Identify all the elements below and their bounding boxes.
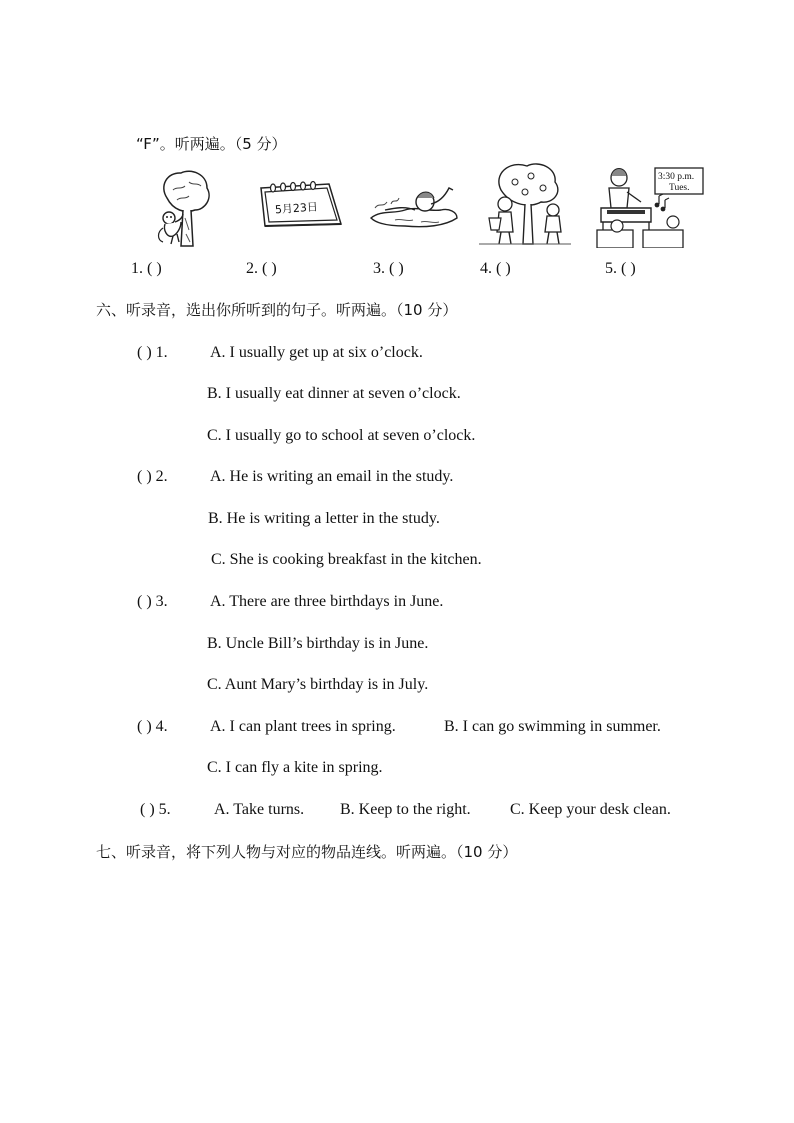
question-5-option-c: C. Keep your desk clean. bbox=[510, 801, 671, 818]
section7-heading: 七、听录音，将下列人物与对应的物品连线。听两遍。（10 分） bbox=[96, 843, 518, 861]
question-5-option-a: A. Take turns. bbox=[214, 801, 305, 818]
question-1-option-b: B. I usually eat dinner at seven o’clock. bbox=[207, 385, 461, 402]
question-2-option-a: A. He is writing an email in the study. bbox=[210, 468, 454, 485]
question-1-option-a: A. I usually get up at six o’clock. bbox=[210, 344, 423, 361]
calendar-date-text: 5月23日 bbox=[274, 200, 319, 217]
picture-answer-2[interactable]: 2. ( ) bbox=[246, 260, 277, 277]
desk-calendar-icon bbox=[255, 180, 343, 230]
picture-5 bbox=[593, 164, 705, 248]
question-3-option-a: A. There are three birthdays in June. bbox=[210, 593, 444, 610]
picture-answer-3[interactable]: 3. ( ) bbox=[373, 260, 404, 277]
picture-3 bbox=[365, 180, 460, 232]
question-4-option-c: C. I can fly a kite in spring. bbox=[207, 759, 383, 776]
picture-answer-4[interactable]: 4. ( ) bbox=[480, 260, 511, 277]
piano-teacher-clock-icon bbox=[593, 164, 705, 248]
question-1-prefix[interactable]: ( ) 1. bbox=[137, 344, 168, 361]
picture-answer-1[interactable]: 1. ( ) bbox=[131, 260, 162, 277]
question-3-prefix[interactable]: ( ) 3. bbox=[137, 593, 168, 610]
clock-time-text: 3:30 p.m. bbox=[658, 172, 695, 182]
question-4-option-a: A. I can plant trees in spring. bbox=[210, 718, 396, 735]
children-picking-apples-icon bbox=[475, 160, 575, 248]
picture-4 bbox=[475, 160, 575, 248]
monkey-in-tree-icon bbox=[155, 168, 215, 248]
question-1-option-c: C. I usually go to school at seven o’clock. bbox=[207, 427, 476, 444]
swimming-child-icon bbox=[365, 180, 460, 232]
clock-day-text: Tues. bbox=[669, 183, 690, 193]
picture-2 bbox=[255, 180, 343, 230]
question-2-prefix[interactable]: ( ) 2. bbox=[137, 468, 168, 485]
question-2-option-b: B. He is writing a letter in the study. bbox=[208, 510, 440, 527]
picture-1 bbox=[155, 168, 215, 248]
question-2-option-c: C. She is cooking breakfast in the kitchen. bbox=[211, 551, 482, 568]
picture-answer-5[interactable]: 5. ( ) bbox=[605, 260, 636, 277]
question-3-option-b: B. Uncle Bill’s birthday is in June. bbox=[207, 635, 429, 652]
question-4-prefix[interactable]: ( ) 4. bbox=[137, 718, 168, 735]
question-3-option-c: C. Aunt Mary’s birthday is in July. bbox=[207, 676, 429, 693]
question-5-prefix[interactable]: ( ) 5. bbox=[140, 801, 171, 818]
question-5-option-b: B. Keep to the right. bbox=[340, 801, 471, 818]
section6-heading: 六、听录音，选出你所听到的句子。听两遍。（10 分） bbox=[96, 301, 458, 319]
section5-instruction-tail: “F”。听两遍。（5 分） bbox=[136, 135, 287, 153]
question-4-option-b: B. I can go swimming in summer. bbox=[444, 718, 661, 735]
